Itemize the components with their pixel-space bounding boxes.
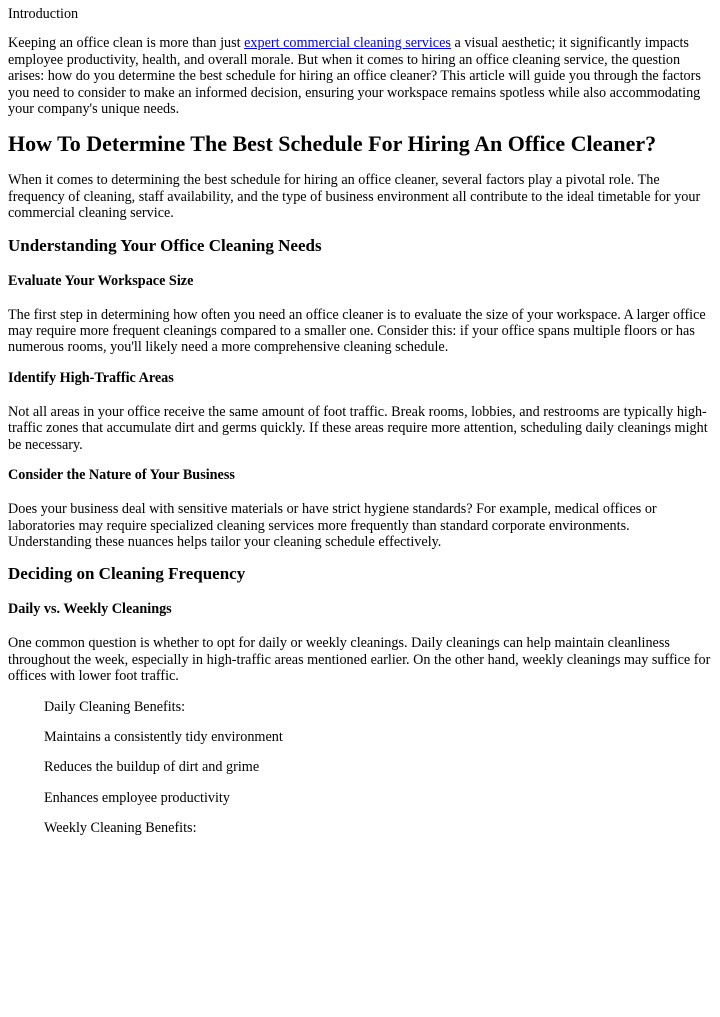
- section-cleaning-needs-title: Understanding Your Office Cleaning Needs: [8, 235, 322, 255]
- workspace-size-text: The first step in determining how often you need an office cleaner is to evaluate the size of your workspace. A larger office may require more frequent cleanings compared to a smaller one. Consider this: if your office spans multiple floors or has numerous rooms, you'll likely need a more comprehensive cleaning schedule.: [8, 306, 706, 356]
- business-nature-heading: Consider the Nature of Your Business: [8, 467, 235, 484]
- section-cleaning-frequency-title: Deciding on Cleaning Frequency: [8, 564, 246, 584]
- main-paragraph: When it comes to determining the best schedule for hiring an office cleaner, several factors play a pivotal role. The frequency of cleaning, staff availability, and the type of business environment all contribute to the ideal timetable for your commercial cleaning service.: [8, 172, 701, 222]
- workspace-size-heading: Evaluate Your Workspace Size: [8, 272, 194, 289]
- list-item: Weekly Cleaning Benefits:: [44, 820, 197, 837]
- intro-text-after-link: a visual aesthetic; it significantly impacts employee productivity, health, and overall morale. But when it comes to hiring an office cleaning service, the question arises: how do you determine the best schedule for hiring an office cleaner? This article will guide you through the factors you need to consider to make an informed decision, ensuring your workspace remains spotless while also accommodating your company's unique needs.: [8, 35, 701, 118]
- main-title: How To Determine The Best Schedule For Hiring An Office Cleaner?: [8, 131, 657, 157]
- list-item: Reduces the buildup of dirt and grime: [44, 759, 260, 776]
- benefits-list: [8, 699, 712, 837]
- intro-paragraph: [8, 35, 712, 117]
- list-item: Maintains a consistently tidy environment: [44, 728, 283, 745]
- high-traffic-heading: Identify High-Traffic Areas: [8, 369, 174, 386]
- daily-vs-weekly-text: One common question is whether to opt for daily or weekly cleanings. Daily cleanings can help maintain cleanliness throughout the week, especially in high-traffic areas mentioned earlier. On the other hand, weekly cleanings may suffice for offices with lower foot traffic.: [8, 635, 711, 685]
- intro-text-before-link: Keeping an office clean is more than just: [8, 35, 245, 52]
- daily-vs-weekly-heading: Daily vs. Weekly Cleanings: [8, 601, 172, 618]
- intro-heading: Introduction: [8, 6, 79, 22]
- business-nature-text: Does your business deal with sensitive materials or have strict hygiene standards? For example, medical offices or laboratories may require specialized cleaning services more frequently than standard corporate environments. Understanding these nuances helps tailor your cleaning schedule effectively.: [8, 501, 657, 550]
- list-item: Enhances employee productivity: [44, 789, 230, 806]
- high-traffic-text: Not all areas in your office receive the same amount of foot traffic. Break rooms, lobbies, and restrooms are typically high-traffic zones that accumulate dirt and germs quickly. If these areas require more attention, scheduling daily cleanings might be necessary.: [8, 403, 708, 453]
- list-item: Daily Cleaning Benefits:: [44, 698, 186, 715]
- commercial-cleaning-link[interactable]: expert commercial cleaning services: [244, 35, 451, 52]
